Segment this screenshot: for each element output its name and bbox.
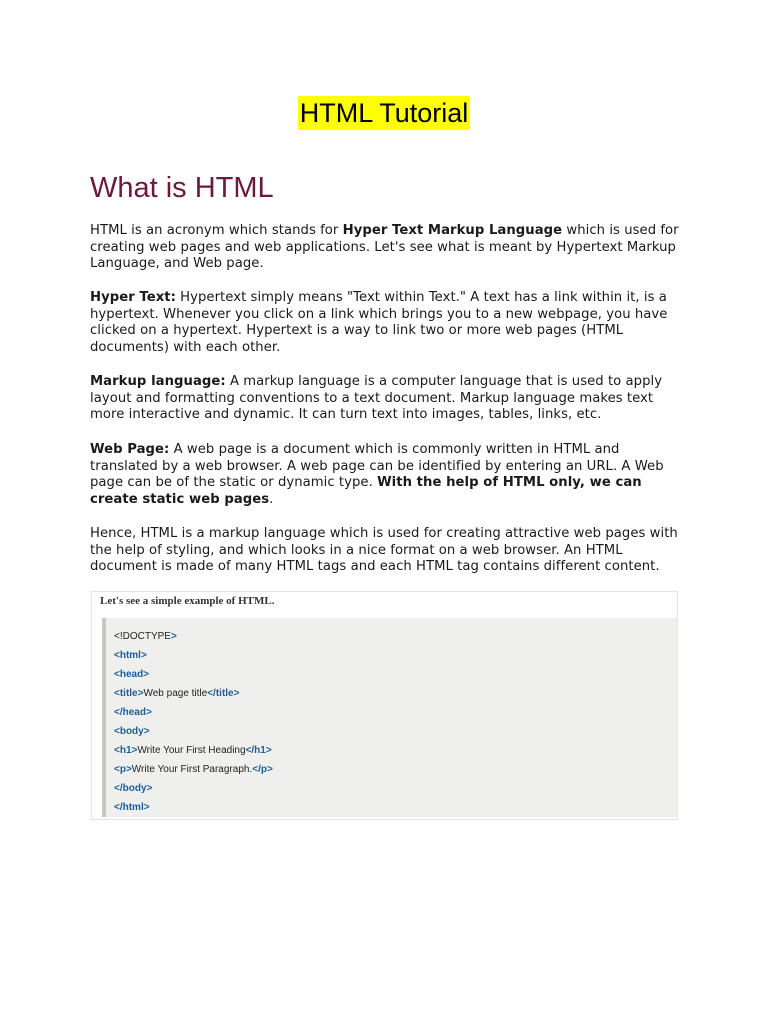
- webpage-text: A web page is a document which is commonly written in HTML and translated by a web browser. A web page can be identified by entering an URL. A Web page can be of the static or dynamic type.: [90, 442, 664, 491]
- code-close-tag: </p>: [252, 764, 273, 775]
- intro-paragraph: [90, 223, 682, 273]
- webpage-bold-statement: With the help of HTML only, we can create static web pages: [90, 475, 642, 508]
- hence-paragraph: Hence, HTML is a markup language which is used for creating attractive web pages with the help of styling, and which looks in a nice format on a web browser. An HTML document is made of many HTML tags and each HTML tag contains different content.: [90, 526, 678, 575]
- code-tag: >: [170, 631, 177, 642]
- code-tag: <title>: [114, 688, 144, 699]
- webpage-period: .: [269, 492, 274, 508]
- code-tag: </head>: [114, 707, 152, 718]
- code-tag: <head>: [114, 669, 150, 680]
- markup-label: Markup language:: [90, 374, 226, 389]
- code-line: [114, 760, 677, 779]
- section-heading: What is HTML: [90, 172, 274, 204]
- code-tag: <html>: [114, 650, 147, 661]
- html-example-figure: [91, 591, 678, 820]
- code-line: [114, 703, 677, 722]
- hypertext-label: Hyper Text:: [90, 290, 176, 305]
- code-tag: <p>: [114, 764, 132, 775]
- code-line: [114, 684, 677, 703]
- code-block: [102, 618, 677, 817]
- code-line: [114, 798, 677, 817]
- code-line: [114, 665, 677, 684]
- code-tag: </body>: [114, 783, 153, 794]
- code-close-tag: </title>: [207, 688, 240, 699]
- intro-bold-term: Hyper Text Markup Language: [342, 223, 563, 238]
- code-content: Web page title: [143, 688, 208, 699]
- intro-text-start: HTML is an acronym which stands for: [90, 223, 343, 238]
- code-content: Write Your First Paragraph.: [131, 764, 253, 775]
- code-line: [114, 627, 677, 646]
- markup-paragraph: [90, 374, 682, 424]
- webpage-paragraph: [90, 442, 682, 509]
- code-tag: <body>: [114, 726, 150, 737]
- code-line: [114, 722, 677, 741]
- webpage-label: Web Page:: [90, 442, 170, 457]
- markup-text: A markup language is a computer language that is used to apply layout and formatting conventions to a text document. Markup language makes text more interactive and dynamic. It can turn text into images, tables, links, etc.: [90, 374, 663, 423]
- code-plain: <!DOCTYPE: [114, 631, 171, 642]
- title-container: [0, 96, 768, 130]
- code-close-tag: </h1>: [245, 745, 272, 756]
- code-content: Write Your First Heading: [137, 745, 246, 756]
- example-caption: Let's see a simple example of HTML.: [100, 595, 275, 607]
- code-line: [114, 779, 677, 798]
- intro-text-end: which is used for creating web pages and web applications. Let's see what is meant by Hypertext Markup Language, and Web page.: [90, 223, 679, 272]
- code-tag: </html>: [114, 802, 150, 813]
- document-title: HTML Tutorial: [299, 98, 469, 128]
- hypertext-text: Hypertext simply means "Text within Text." A text has a link within it, is a hypertext. Whenever you click on a link which brings you to a new webpage, you have clicked on a hypertext. Hypertext is a way to link two or more web pages (HTML documents) with each other.: [90, 290, 668, 356]
- code-line: [114, 741, 677, 760]
- code-line: [114, 646, 677, 665]
- code-tag: <h1>: [114, 745, 138, 756]
- hypertext-paragraph: [90, 290, 682, 357]
